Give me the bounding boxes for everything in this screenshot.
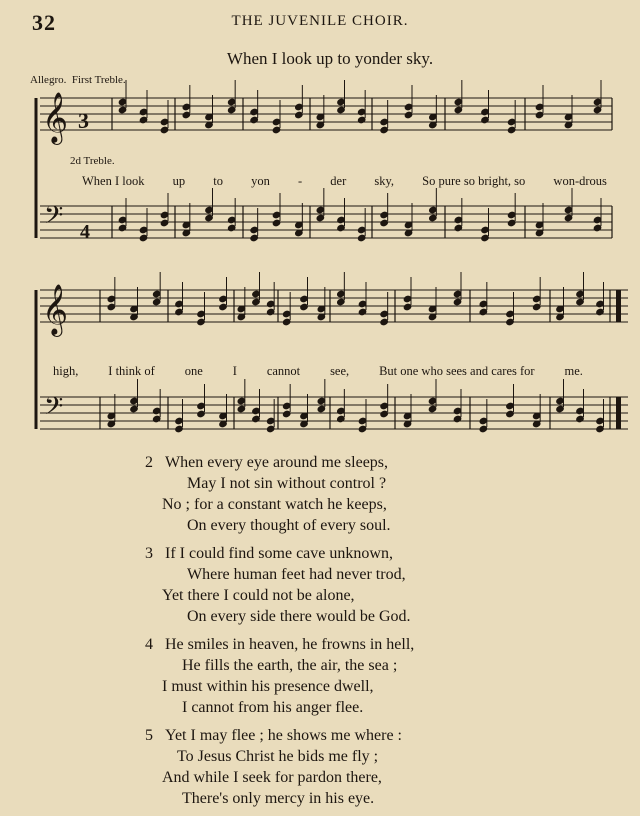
verse-line: To Jesus Christ he bids me fly ; bbox=[177, 748, 379, 765]
time-signature: 4 bbox=[80, 221, 90, 243]
verse-line: Where human feet had never trod, bbox=[187, 566, 406, 583]
lyric-syllable: one bbox=[184, 364, 203, 378]
lyric-syllable: I bbox=[232, 364, 237, 378]
lyric-syllable: - bbox=[297, 174, 303, 188]
lyric-syllable: up bbox=[172, 174, 186, 188]
verse-line: When every eye around me sleeps, bbox=[165, 454, 389, 471]
bass-clef: 𝄢 bbox=[44, 201, 64, 236]
stanza-number: 5 bbox=[145, 727, 153, 744]
lyrics-line-2 bbox=[53, 364, 583, 379]
hymn-title: When I look up to yonder sky. bbox=[226, 49, 434, 68]
lyric-syllable: But one who sees and cares for bbox=[379, 364, 535, 378]
second-part-label: 2d Treble. bbox=[70, 155, 115, 167]
stanza-3 bbox=[0, 543, 640, 627]
lyric-syllable: yon bbox=[251, 174, 270, 188]
time-signature: 3 bbox=[78, 108, 89, 133]
verse-line: If I could find some cave unknown, bbox=[165, 545, 393, 562]
stanza-4 bbox=[0, 634, 640, 718]
lyric-syllable: cannot bbox=[266, 364, 301, 378]
lyric-syllable: der bbox=[330, 174, 347, 188]
verse-line: Yet I may flee ; he shows me where : bbox=[165, 727, 402, 744]
hymn-stanzas bbox=[0, 452, 640, 816]
verse-line: He fills the earth, the air, the sea ; bbox=[182, 657, 398, 674]
verse-line: There's only mercy in his eye. bbox=[182, 790, 375, 807]
music-system-2 bbox=[36, 272, 628, 433]
verse-line: On every thought of every soul. bbox=[187, 517, 391, 534]
verse-line: I cannot from his anger flee. bbox=[182, 699, 364, 716]
lyric-syllable: me. bbox=[564, 364, 583, 378]
first-part-label: First Treble. bbox=[71, 74, 126, 86]
lyric-syllable: to bbox=[213, 174, 223, 188]
music-system-1 bbox=[36, 80, 612, 243]
final-barline bbox=[616, 290, 621, 322]
bass-clef: 𝄢 bbox=[44, 392, 64, 427]
lyric-syllable: So pure so bright, so bbox=[422, 174, 526, 188]
verse-line: Yet there I could not be alone, bbox=[162, 587, 355, 604]
stanza-number: 2 bbox=[145, 454, 153, 471]
verse-line: No ; for a constant watch he keeps, bbox=[162, 496, 387, 513]
verse-line: I must within his presence dwell, bbox=[162, 678, 374, 695]
stanza-2 bbox=[0, 452, 640, 536]
verse-line: May I not sin without control ? bbox=[187, 475, 387, 492]
stanza-number: 3 bbox=[145, 545, 153, 562]
treble-clef: 𝄞 bbox=[42, 92, 69, 143]
tempo-label: Allegro. bbox=[30, 74, 67, 86]
treble-clef: 𝄞 bbox=[42, 284, 69, 335]
stanza-5 bbox=[0, 725, 640, 809]
lyric-syllable: When I look bbox=[82, 174, 145, 188]
lyric-syllable: see, bbox=[330, 364, 350, 378]
running-head: THE JUVENILE CHOIR. bbox=[231, 13, 409, 29]
lyrics-line-1 bbox=[82, 174, 607, 189]
lyric-syllable: I think of bbox=[108, 364, 155, 378]
page-number: 32 bbox=[32, 10, 56, 35]
verse-line: He smiles in heaven, he frowns in hell, bbox=[165, 636, 415, 653]
verse-line: On every side there would be God. bbox=[187, 608, 411, 625]
lyric-syllable: sky, bbox=[374, 174, 395, 188]
final-barline bbox=[616, 397, 621, 429]
lyric-syllable: high, bbox=[53, 364, 79, 378]
stanza-number: 4 bbox=[145, 636, 153, 653]
verse-line: And while I seek for pardon there, bbox=[162, 769, 382, 786]
lyric-syllable: won-drous bbox=[553, 174, 607, 188]
